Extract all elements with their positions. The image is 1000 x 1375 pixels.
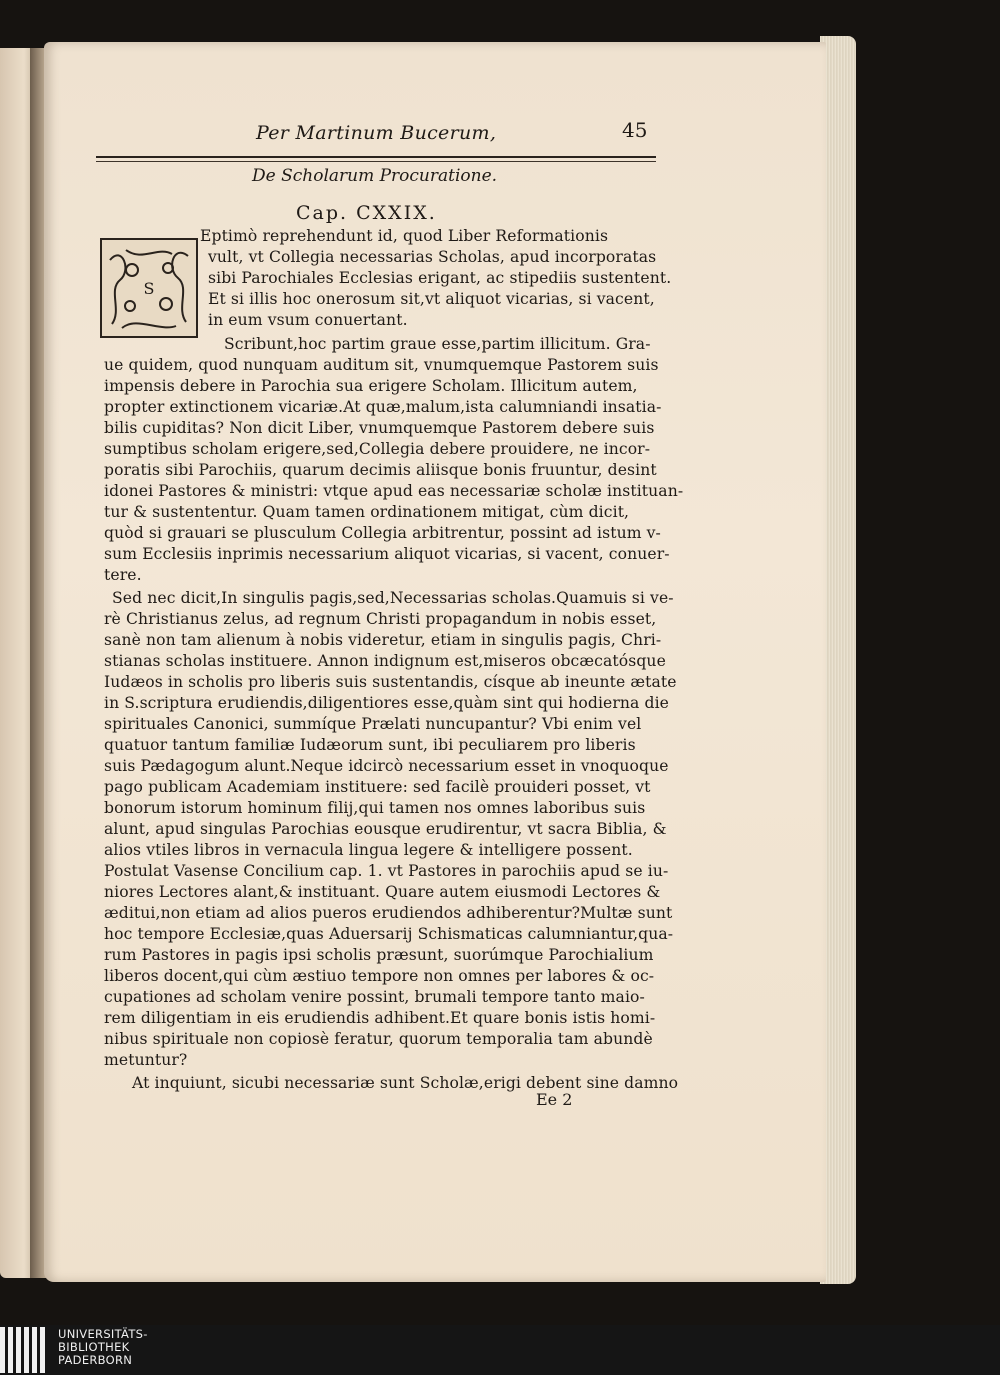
text-line: Eptimò reprehendunt id, quod Liber Reformationis: [200, 227, 609, 245]
text-line: æditui,non etiam ad alios pueros erudiendos adhiberentur?Multæ sunt: [104, 904, 673, 922]
text-line: sumptibus scholam erigere,sed,Collegia debere prouidere, ne incor-: [104, 440, 651, 458]
text-line: idonei Pastores & ministri: vtque apud eas necessariæ scholæ instituan-: [104, 482, 684, 500]
running-head: Per Martinum Bucerum,: [256, 122, 497, 144]
text-line: rum Pastores in pagis ipsi scholis præsunt, suorúmque Parochialium: [104, 946, 654, 964]
text-line: alios vtiles libros in vernacula lingua legere & intelligere possent.: [104, 841, 633, 859]
text-line: metuntur?: [104, 1051, 188, 1069]
text-line: liberos docent,qui cùm æstiuo tempore non omnes per labores & oc-: [104, 967, 655, 985]
text-line: tur & sustententur. Quam tamen ordinationem mitigat, cùm dicit,: [104, 503, 630, 521]
text-line: sanè non tam alienum à nobis videretur, etiam in singulis pagis, Chri-: [104, 631, 662, 649]
text-line: quòd si grauari se plusculum Collegia arbitrentur, possint ad istum v-: [104, 524, 661, 542]
text-line: alunt, apud singulas Parochias eousque erudirentur, vt sacra Biblia, &: [104, 820, 667, 838]
text-line: Scribunt,hoc partim graue esse,partim illicitum. Gra-: [224, 335, 651, 353]
text-line: hoc tempore Ecclesiæ,quas Aduersarij Schismaticas calumniantur,qua-: [104, 925, 674, 943]
text-line: Postulat Vasense Concilium cap. 1. vt Pastores in parochiis apud se iu-: [104, 862, 669, 880]
text-line: rem diligentiam in eis erudiendis adhibent.Et quare bonis istis homi-: [104, 1009, 656, 1027]
text-line: suis Pædagogum alunt.Neque idcircò necessarium esset in vnoquoque: [104, 757, 669, 775]
header-rule-thin: [96, 161, 656, 162]
text-line: Et si illis hoc onerosum sit,vt aliquot vicarias, si vacent,: [208, 290, 655, 308]
text-line: in S.scriptura erudiendis,diligentiores esse,quàm sint qui hodierna die: [104, 694, 670, 712]
text-line: ue quidem, quod nunquam auditum sit, vnumquemque Pastorem suis: [104, 356, 659, 374]
logo-line: UNIVERSITÄTS-: [58, 1327, 148, 1341]
text-line: quatuor tantum familiæ Iudæorum sunt, ibi peculiarem pro liberis: [104, 736, 636, 754]
library-footer: [0, 1325, 1000, 1375]
text-line: rè Christianus zelus, ad regnum Christi propagandum in nobis esset,: [104, 610, 657, 628]
library-logo-icon: [0, 1327, 46, 1373]
text-line: vult, vt Collegia necessarias Scholas, apud incorporatas: [208, 248, 657, 266]
text-line: tere.: [104, 566, 142, 584]
logo-line: BIBLIOTHEK: [58, 1340, 130, 1354]
catchword: Ee 2: [536, 1090, 573, 1109]
text-line: sum Ecclesiis inprimis necessarium aliquot vicarias, si vacent, conuer-: [104, 545, 670, 563]
text-line: in eum vsum conuertant.: [208, 311, 408, 329]
page-number: 45: [622, 118, 648, 142]
initial-letter: S: [143, 278, 155, 298]
text-line: Sed nec dicit,In singulis pagis,sed,Necessarias scholas.Quamuis si ve-: [112, 589, 674, 607]
text-line: pago publicam Academiam instituere: sed facilè prouideri posset, vt: [104, 778, 651, 796]
text-line: nibus spirituale non copiosè feratur, quorum temporalia tam abundè: [104, 1030, 653, 1048]
text-line: propter extinctionem vicariæ.At quæ,malum,ista calumniandi insatia-: [104, 398, 662, 416]
text-line: cupationes ad scholam venire possint, brumali tempore tanto maio-: [104, 988, 645, 1006]
text-line: impensis debere in Parochia sua erigere Scholam. Illicitum autem,: [104, 377, 638, 395]
decorated-initial: [100, 238, 198, 338]
text-line: Iudæos in scholis pro liberis suis sustentandis, císque ab ineunte ætate: [104, 673, 677, 691]
text-line: At inquiunt, sicubi necessariæ sunt Scholæ,erigi debent sine damno: [132, 1074, 679, 1092]
library-logo-text: [58, 1328, 148, 1367]
text-line: niores Lectores alant,& instituant. Quare autem eiusmodi Lectores &: [104, 883, 661, 901]
text-line: poratis sibi Parochiis, quarum decimis aliisque bonis fruuntur, desint: [104, 461, 657, 479]
header-rule: [96, 156, 656, 158]
logo-line: PADERBORN: [58, 1353, 133, 1367]
text-line: bilis cupiditas? Non dicit Liber, vnumquemque Pastorem debere suis: [104, 419, 655, 437]
text-line: stianas scholas instituere. Annon indignum est,miseros obcæcatósque: [104, 652, 666, 670]
text-line: spirituales Canonici, summíque Prælati nuncupantur? Vbi enim vel: [104, 715, 642, 733]
text-line: sibi Parochiales Ecclesias erigant, ac stipediis sustentent.: [208, 269, 672, 287]
chapter-heading: Cap. CXXIX.: [296, 202, 437, 224]
text-line: bonorum istorum hominum filij,qui tamen nos omnes laboribus suis: [104, 799, 646, 817]
section-title: De Scholarum Procuratione.: [252, 166, 498, 186]
